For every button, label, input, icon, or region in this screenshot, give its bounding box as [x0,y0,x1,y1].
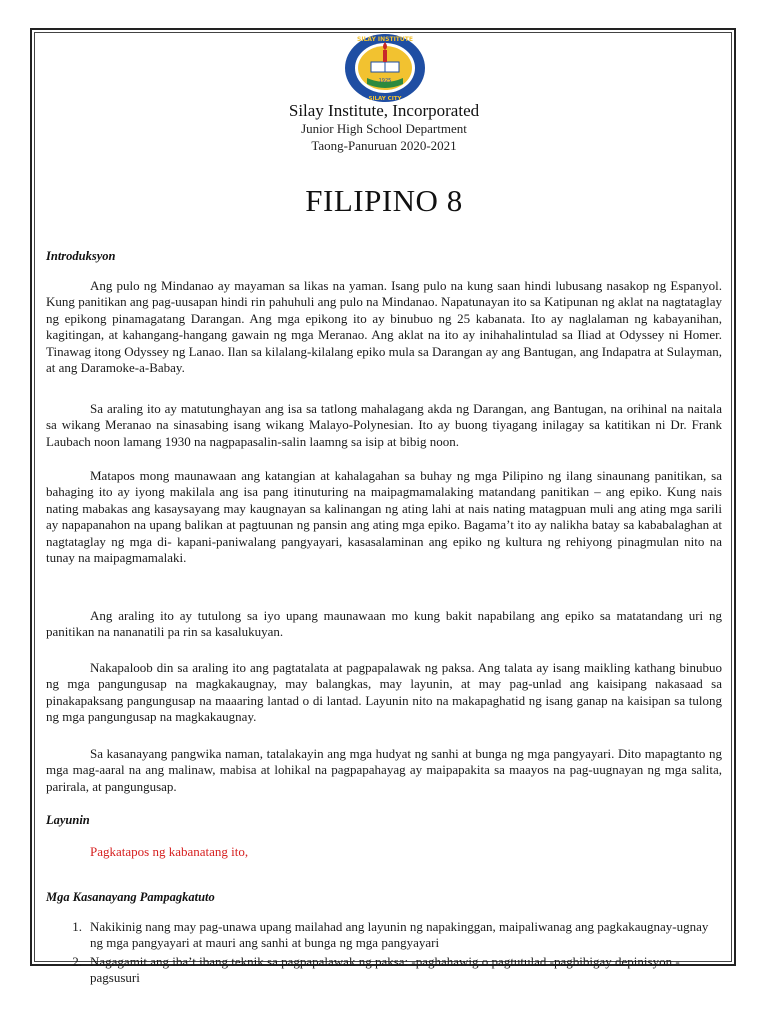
school-name: Silay Institute, Incorporated [288,101,480,120]
list-item-text: Nakikinig nang may pag-unawa upang mailahad ang layunin ng napakinggan, maipaliwanag ang pagkakaugnay-ugnay ng mga pangyayari at mauri ang sanhi at bunga ng mga pangyayari [90,919,709,951]
list-item-number: 2. [72,953,82,969]
subject-title: FILIPINO 8 [305,183,463,218]
intro-paragraph-5 [46,660,722,726]
intro-paragraph-3 [46,468,722,566]
seal-year: 1925 [378,78,392,84]
intro-paragraph-2-text: Sa araling ito ay matutunghayan ang isa sa tatlong mahalagang akda ng Darangan, ang Bantugan, na orihinal na naitala sa wikang Meranao na sinasabing isang wikang Malayo-Polynesian. Ito ay buong tiyagang inilagay sa katitikan ni Dr. Frank Laubach noon lamang 1930 na nagpapasalin-salin laamng sa isip at bibig noon. [46,401,722,449]
intro-paragraph-6 [46,746,722,795]
department-line: Junior High School Department [301,121,467,136]
seal-text-top: SILAY INSTITUTE [357,36,413,43]
layunin-heading: Layunin [46,813,90,827]
kasanayan-heading: Mga Kasanayang Pampagkatuto [46,890,215,904]
layunin-text-content: Pagkatapos ng kabanatang ito, [90,844,249,859]
list-item [46,954,722,987]
list-item-number: 1. [72,919,82,934]
intro-paragraph-4 [46,608,722,641]
school-year-line: Taong-Panuruan 2020-2021 [311,138,457,153]
intro-paragraph-2 [46,401,722,450]
list-item-text: Nagagamit ang iba’t ibang teknik sa pagpapalawak ng paksa: -paghahawig o pagtutulad -pagbibigay depinisyon -pagsusuri [90,953,680,986]
intro-paragraph-3-text: Matapos mong maunawaan ang katangian at kahalagahan sa buhay ng mga Pilipino ng ilang sinaunang panitikan, sa bahaging ito ay iyong makilala ang isa pang itinuturing na maipagmamalaking matandang panitikan – ang epiko. Kung nais nating mabakas ang kasaysayang may kaugnayan sa kalinangan ng ating lahi at nais nating matagpuan muli ang ating mga sarili ay napapanahon na upang balikan at pagtuunan ng pansin ang ating mga epiko. Bagama’t ito ay nalikha batay sa kababalaghan at nagtataglay ng mga di- kapani-paniwalang pangyayari, kasasalaminan ang epiko ng kultura ng rehiyong pinagmulan nito na tunay na maipagmamalaki. [46,468,722,566]
school-seal-logo [343,32,427,104]
intro-paragraph-4-text: Ang araling ito ay tutulong sa iyo upang maunawaan mo kung bakit napabilang ang epiko sa matatandang uri ng panitikan na nananatili pa rin sa kasalukuyan. [46,608,722,640]
intro-heading: Introduksyon [46,249,116,263]
intro-paragraph-5-text: Nakapaloob din sa araling ito ang pagtatalata at pagpapalawak ng paksa. Ang talata ay isang maikling kathang binubuo ng mga pangungusap na magkakaugnay, may balangkas, may layunin, at may pag-unlad ang kaisipang nakasaad sa pinakapaksang pangungusap na maaaring lantad o di lantad. Layunin nito na makapaghatid ng isang ganap na kaisipan sa tulong ng mga pangungusap na magkakaugnay. [46,660,722,725]
kasanayan-list [46,919,722,989]
layunin-text [46,844,722,860]
intro-paragraph-6-text: Sa kasanayang pangwika naman, tatalakayin ang mga hudyat ng sanhi at bunga ng mga pangyayari. Dito mapagtanto ng mga mag-aaral na ang malinaw, mabisa at lohikal na pagpapahayag ay maipapakita sa maayos na pag-uugnayan ng mga salita, parirala, at pangungusap. [46,746,722,794]
list-item [46,919,722,952]
intro-paragraph-1 [46,278,722,376]
seal-text-bottom: SILAY CITY [368,96,402,102]
intro-paragraph-1-text: Ang pulo ng Mindanao ay mayaman sa likas na yaman. Isang pulo na kung saan hindi lubusang nasakop ng Espanyol. Kung panitikan ang pag-uusapan hindi rin pahuhuli ang pulo na Mindanao. Napatunayan ito sa Katipunan ng aklat na nagtataglay ng epikong pinamagatang Darangan. Ang mga epikong ito ay binubuo ng 25 kabanata. Ito ay naglalaman ng kabayanihan, kagitingan, at kahangang-hangang gawain ng mga Meranao. Ang aklat na ito ay inihahalintulad sa Iliad at Odyssey ni Homer. Tinawag itong Odyssey ng Lanao. Ilan sa kilalang-kilalang epiko mula sa Darangan ay ang Bantugan, ang Indapatra at Sulayman, at ang Daramoke-a-Babay. [46,278,722,376]
